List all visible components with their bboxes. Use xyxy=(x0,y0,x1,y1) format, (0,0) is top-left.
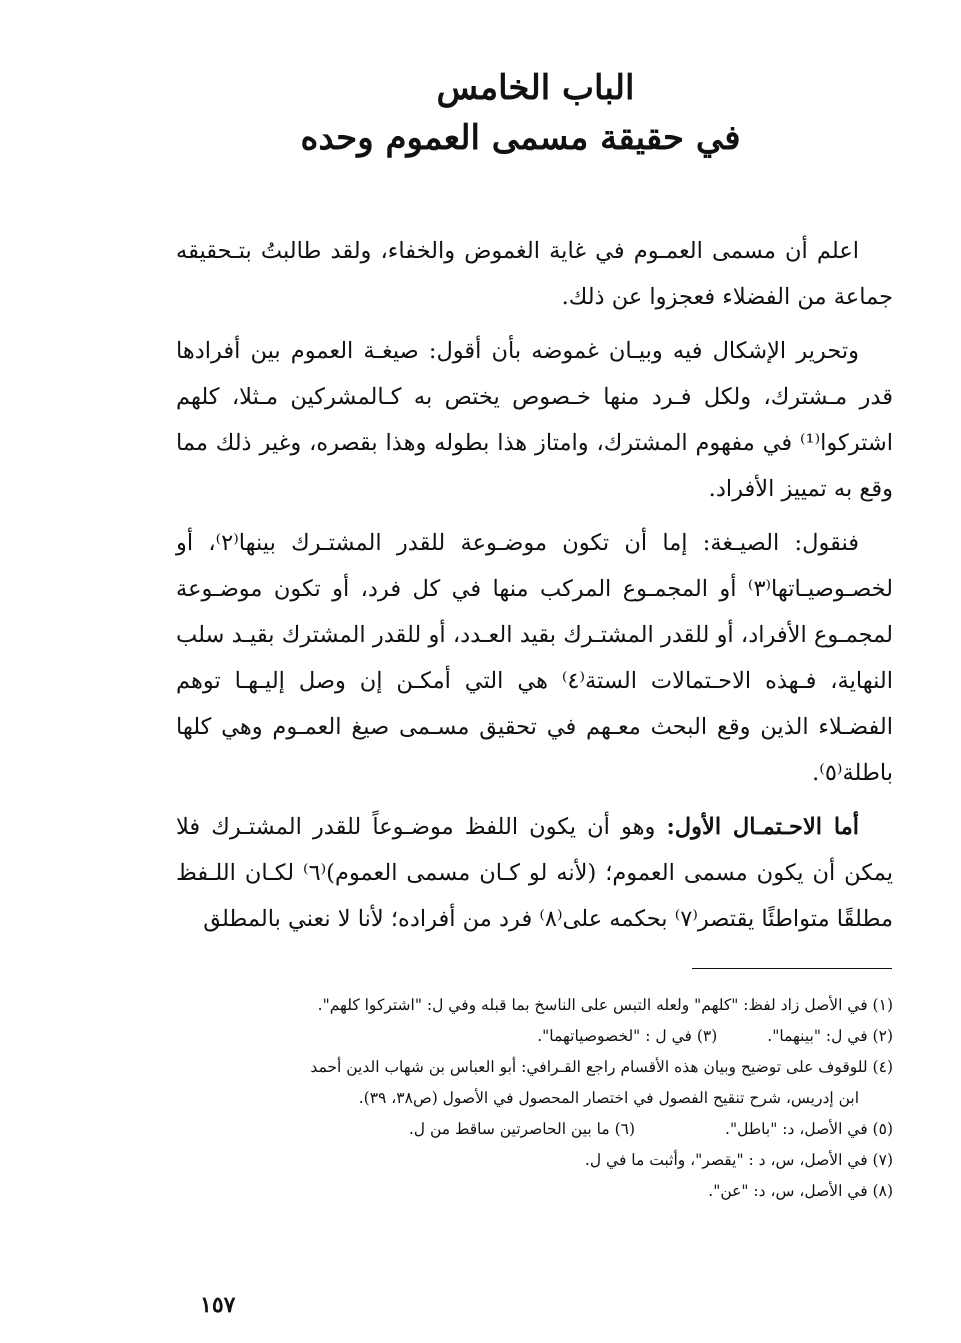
chapter-title: الباب الخامس xyxy=(436,68,635,108)
footnote-row-2-3 xyxy=(176,1021,893,1052)
paragraph-4-lead: أما الاحـتمـال الأول: xyxy=(666,814,860,840)
paragraph-1 xyxy=(176,228,893,320)
paragraph-2 xyxy=(176,328,893,512)
page-number: ١٥٧ xyxy=(200,1292,236,1318)
paragraph-4-text: وهو أن يكون اللفظ موضـوعاً للقدر المشتـرك فلا يمكن أن يكون مسمى العموم؛ (لأنه لو كـان مسمى العموم)⁽٦⁾ لكـان اللـفظ مطلقًا متواطئًا يقتصر⁽٧⁾ بحكمه على⁽٨⁾ فرد من أفراده؛ لأنا لا نعني بالمطلق xyxy=(176,814,893,932)
footnote-row-5-6 xyxy=(176,1114,893,1145)
footnote-4-continued: ابن إدريس، شرح تنقيح الفصول في اختصار المحصول في الأصول (ص٣٨، ٣٩). xyxy=(358,1089,859,1107)
chapter-subtitle: في حقيقة مسمى العموم وحده xyxy=(300,118,741,158)
footnote-7: (٧) في الأصل، س، د : "يقصر"، وأثبت ما في ل. xyxy=(584,1151,893,1169)
paragraph-2-text: وتحرير الإشكال فيه وبيـان غموضه بأن أقول: صيغـة العموم بين أفرادها قدر مـشترك، ولكل فـرد منها خـصوص يختص به كـالمشركين مـثلا، كلهم اشتركوا⁽¹⁾ في مفهوم المشترك، وامتاز هذا بطوله وهذا بقصره، وغير ذلك مما وقع به تمييز الأفراد. xyxy=(176,338,893,502)
footnotes xyxy=(176,990,893,1207)
main-text xyxy=(176,228,893,950)
footnote-2: (٢) في ل: "بينهما". xyxy=(767,1027,893,1045)
footnote-3: (٣) في ل : "لخصوصياتهما". xyxy=(537,1027,718,1045)
paragraph-1-text: اعلم أن مسمى العمـوم في غاية الغموض والخفاء، ولقد طالبتُ بتـحقيقه جماعة من الفضلاء فعجزوا عن ذلك. xyxy=(176,238,893,310)
footnote-5: (٥) في الأصل، د: "باطل". xyxy=(725,1120,893,1138)
paragraph-4 xyxy=(176,804,893,942)
footnote-8: (٨) في الأصل، س، د: "عن". xyxy=(708,1182,893,1200)
footnote-6: (٦) ما بين الحاصرتين ساقط من ل. xyxy=(408,1120,636,1138)
paragraph-3 xyxy=(176,520,893,796)
footnote-1: (١) في الأصل زاد لفظ: "كلهم" ولعله التبس على الناسخ بما قبله وفي ل: "اشتركوا كلهم". xyxy=(317,996,893,1014)
footnote-4: (٤) للوقوف على توضيح وبيان هذه الأقسام راجع القـرافي: أبو العباس بن شهاب الدين أحمد xyxy=(310,1058,893,1076)
paragraph-3-text: فنقول: الصيـغة: إما أن تكون موضـوعة للقدر المشتـرك بينها⁽٢⁾، أو لخصـوصيـاتها⁽٣⁾ أو المجمـوع المركب منها في كل فرد، أو تكون موضـوعة لمجمـوع الأفراد، أو للقدر المشتـرك بقيد العـدد، أو للقدر المشترك بقيـد سلب النهاية، فـهذه الاحـتمالات الستة⁽٤⁾ هي التي أمكـن إن وصل إليـهـا توهم الفضـلاء الذين وقع البحث معـهم في تحقيق مسـمى صيغ العمـوم وهي كلها باطلة⁽٥⁾. xyxy=(176,530,894,786)
footnote-separator xyxy=(692,968,892,969)
